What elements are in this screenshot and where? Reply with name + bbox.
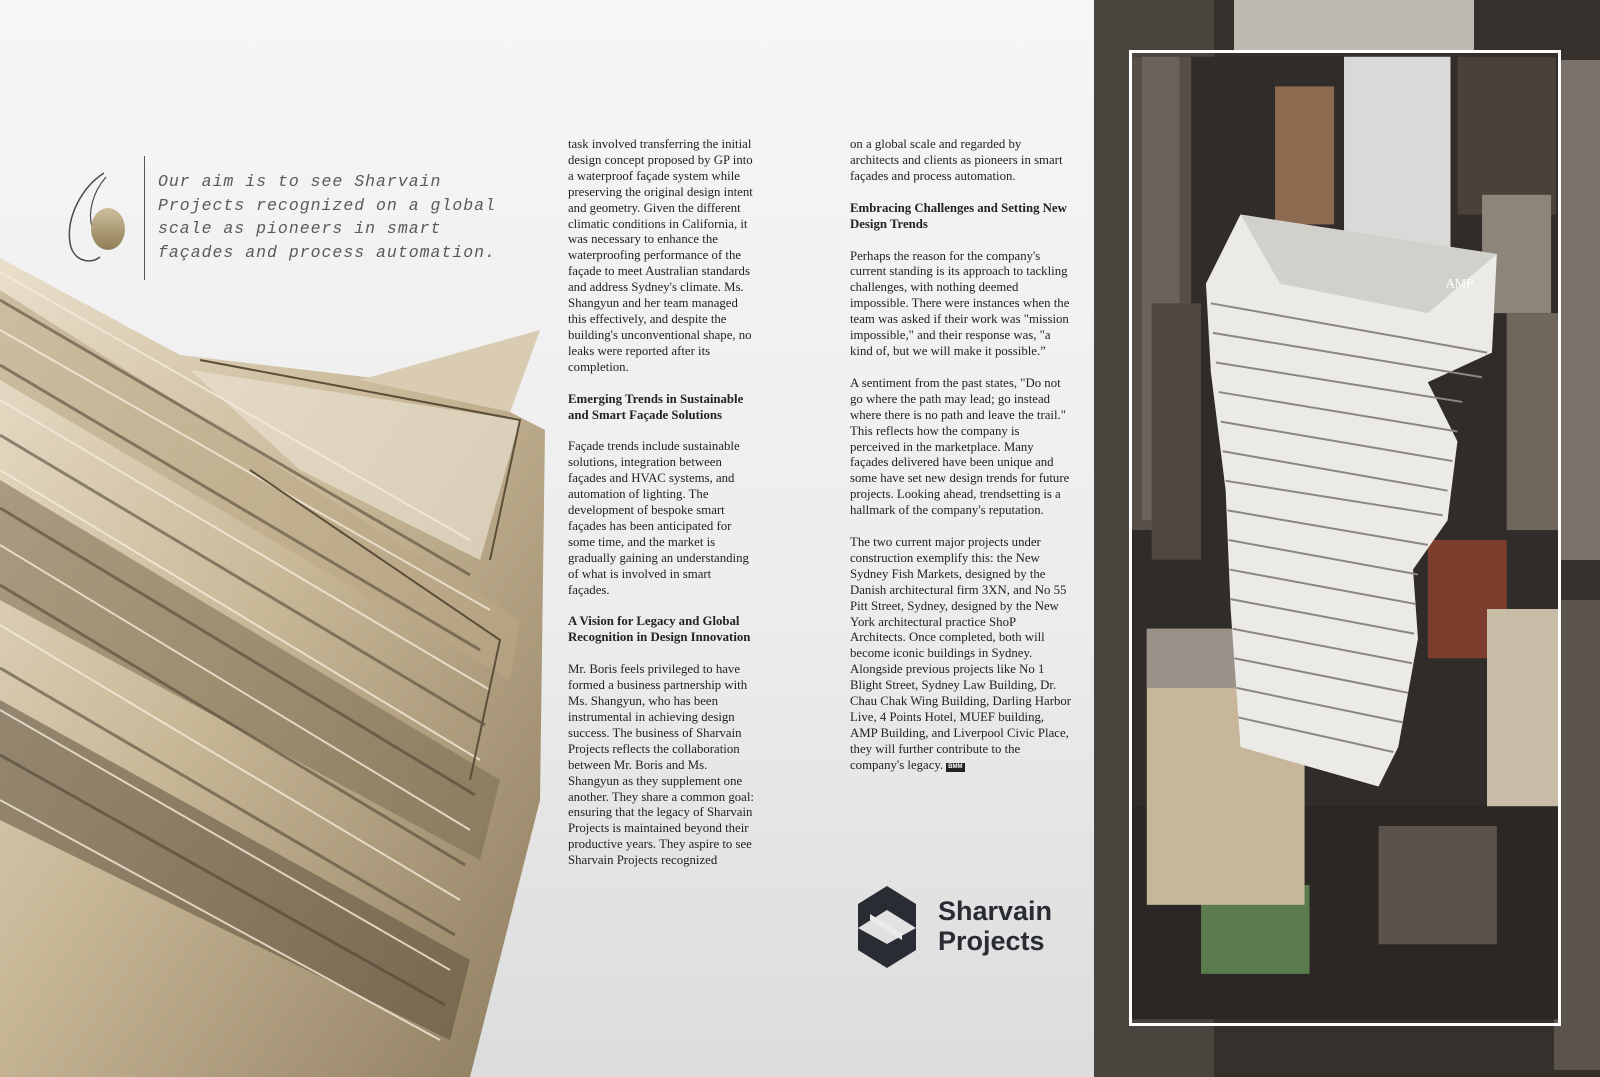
quotation-mark-icon <box>62 165 132 270</box>
article-column-2 <box>850 137 1072 790</box>
pull-quote: Our aim is to see Sharvain Projects recognized on a global scale as pioneers in smart façades and process automation. <box>158 172 496 262</box>
column1-intro: task involved transferring the initial design concept proposed by GP into a waterproof façade system while preserving the original design intent and geometry. Given the different climatic conditions in California, it was necessary to enhance the waterproofing performance of the façade to meet Australian standards and address Sydney's climate. Ms. Shangyun and her team managed this effectively, and despite the building's unconventional shape, no leaks were reported after its completion. <box>568 137 753 374</box>
quote-divider <box>144 156 145 280</box>
column1-paragraph-1: Façade trends include sustainable solutions, integration between façades and HVAC systems, and automation of lighting. The development of bespoke smart façades has been anticipated for some time, and the market is gradually gaining an understanding of what is involved in smart façades. <box>568 439 749 597</box>
article-column-1 <box>568 137 754 885</box>
column2-paragraph-3-text: The two current major projects under construction exemplify this: the New Sydney Fish Markets, designed by the Danish architectural firm 3XN, and No 55 Pitt Street, Sydney, designed by the New York architectural practice ShoP Architects. Once completed, both will become iconic buildings in Sydney. Alongside previous projects like No 1 Blight Street, Sydney Law Building, Dr. Chau Chak Wing Building, Darling Harbor Live, 4 Points Hotel, MUEF building, AMP Building, and Liverpool Civic Place, they will further contribute to the company's legacy. <box>850 535 1072 772</box>
sharvain-logo-icon <box>856 884 918 970</box>
sharvain-logo <box>856 884 1076 970</box>
column1-paragraph-2: Mr. Boris feels privileged to have formed a business partnership with Ms. Shangyun, who has been instrumental in achieving design success. The business of Sharvain Projects reflects the collaboration between Mr. Boris and Ms. Shangyun as they supplement one another. They share a common goal: ensuring that the legacy of Sharvain Projects is maintained beyond their productive years. They aspire to see Sharvain Projects recognized <box>568 662 754 868</box>
amp-tower-photo <box>1132 53 1558 1023</box>
logo-wordmark <box>938 896 1052 956</box>
right-page <box>1094 0 1600 1077</box>
end-of-article-mark: BMM <box>948 763 963 770</box>
column2-paragraph-1: Perhaps the reason for the company's current standing is its approach to tackling challenges, with nothing deemed impossible. There were instances when the team was asked if their work was "mission impossible," and their response was, "a kind of, but we will make it possible.” <box>850 248 1070 358</box>
column2-paragraph-3 <box>850 535 1072 774</box>
column2-paragraph-2: A sentiment from the past states, "Do not go where the path may lead; go instead where there is no path and leave the trail." This reflects how the company is perceived in the marketplace. Many façades delivered have been unique and some have set new design trends for future projects. Looking ahead, trendsetting is a hallmark of the company's reputation. <box>850 375 1070 518</box>
logo-line-2: Projects <box>938 926 1045 956</box>
amp-sign: AMP <box>1445 276 1474 291</box>
logo-line-1: Sharvain <box>938 896 1053 926</box>
column1-heading-2: A Vision for Legacy and Global Recognition in Design Innovation <box>568 614 751 645</box>
column2-intro: on a global scale and regarded by architects and clients as pioneers in smart façades and process automation. <box>850 137 1063 183</box>
column2-heading-1: Embracing Challenges and Setting New Design Trends <box>850 200 1067 231</box>
column1-heading-1: Emerging Trends in Sustainable and Smart Façade Solutions <box>568 391 744 422</box>
building-photo-frame <box>1129 50 1561 1026</box>
